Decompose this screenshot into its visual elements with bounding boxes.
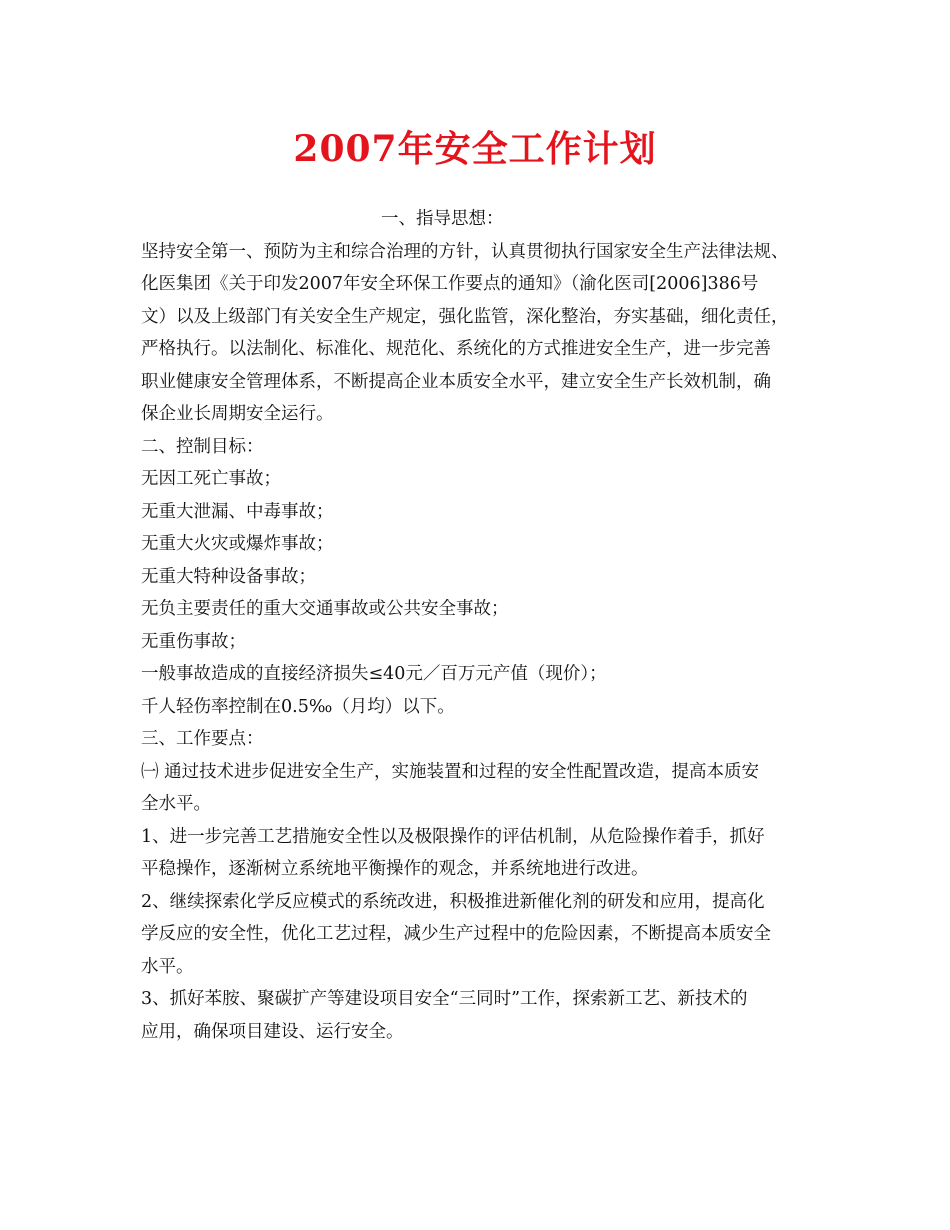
paragraph-line: 严格执行。以法制化、标准化、规范化、系统化的方式推进安全生产，进一步完善 — [141, 339, 771, 359]
target-item: 无重大火灾或爆炸事故； — [141, 534, 334, 554]
target-item: 无重大特种设备事故； — [141, 566, 316, 587]
paragraph-line: 1、进一步完善工艺措施安全性以及极限操作的评估机制，从危险操作着手，抓好 — [141, 826, 765, 847]
paragraph-line: 2、继续探索化学反应模式的系统改进，积极推进新催化剂的研发和应用，提高化 — [141, 891, 765, 912]
paragraph-line: 应用，确保项目建设、运行安全。 — [141, 1021, 404, 1042]
document-body — [141, 203, 821, 1048]
paragraph-line: 文）以及上级部门有关安全生产规定，强化监管，深化整治，夯实基础，细化责任， — [141, 306, 789, 327]
paragraph-line: 职业健康安全管理体系，不断提高企业本质安全水平，建立安全生产长效机制，确 — [141, 371, 771, 392]
paragraph-line: 3、抓好苯胺、聚碳扩产等建设项目安全“三同时”工作，探索新工艺、新技术的 — [141, 989, 748, 1009]
paragraph-line: 学反应的安全性，优化工艺过程，减少生产过程中的危险因素，不断提高本质安全 — [141, 924, 771, 944]
document-title: 2007年安全工作计划 — [293, 128, 657, 170]
paragraph-line: 坚持安全第一、预防为主和综合治理的方针，认真贯彻执行国家安全生产法律法规、 — [141, 241, 789, 262]
section-heading-control-targets: 二、控制目标： — [141, 436, 264, 457]
target-item: 千人轻伤率控制在0.5‰（月均）以下。 — [141, 696, 455, 717]
target-item: 无重伤事故； — [141, 631, 246, 652]
paragraph-line: 全水平。 — [141, 794, 211, 814]
paragraph-line: 水平。 — [141, 956, 194, 977]
paragraph-line: ㈠ 通过技术进步促进安全生产，实施装置和过程的安全性配置改造，提高本质安 — [141, 761, 760, 782]
section-heading-guiding-ideology: 一、指导思想： — [381, 209, 504, 229]
paragraph-line: 平稳操作，逐渐树立系统地平衡操作的观念，并系统地进行改进。 — [141, 859, 649, 879]
target-item: 无重大泄漏、中毒事故； — [141, 501, 334, 522]
target-item: 无因工死亡事故； — [141, 469, 281, 489]
paragraph-line: 化医集团《关于印发2007年安全环保工作要点的通知》（渝化医司[2006]386号 — [141, 274, 759, 294]
target-item: 一般事故造成的直接经济损失≤40元／百万元产值（现价）； — [141, 664, 607, 684]
target-item: 无负主要责任的重大交通事故或公共安全事故； — [141, 599, 509, 619]
section-heading-work-points: 三、工作要点： — [141, 729, 264, 749]
paragraph-line: 保企业长周期安全运行。 — [141, 404, 334, 424]
